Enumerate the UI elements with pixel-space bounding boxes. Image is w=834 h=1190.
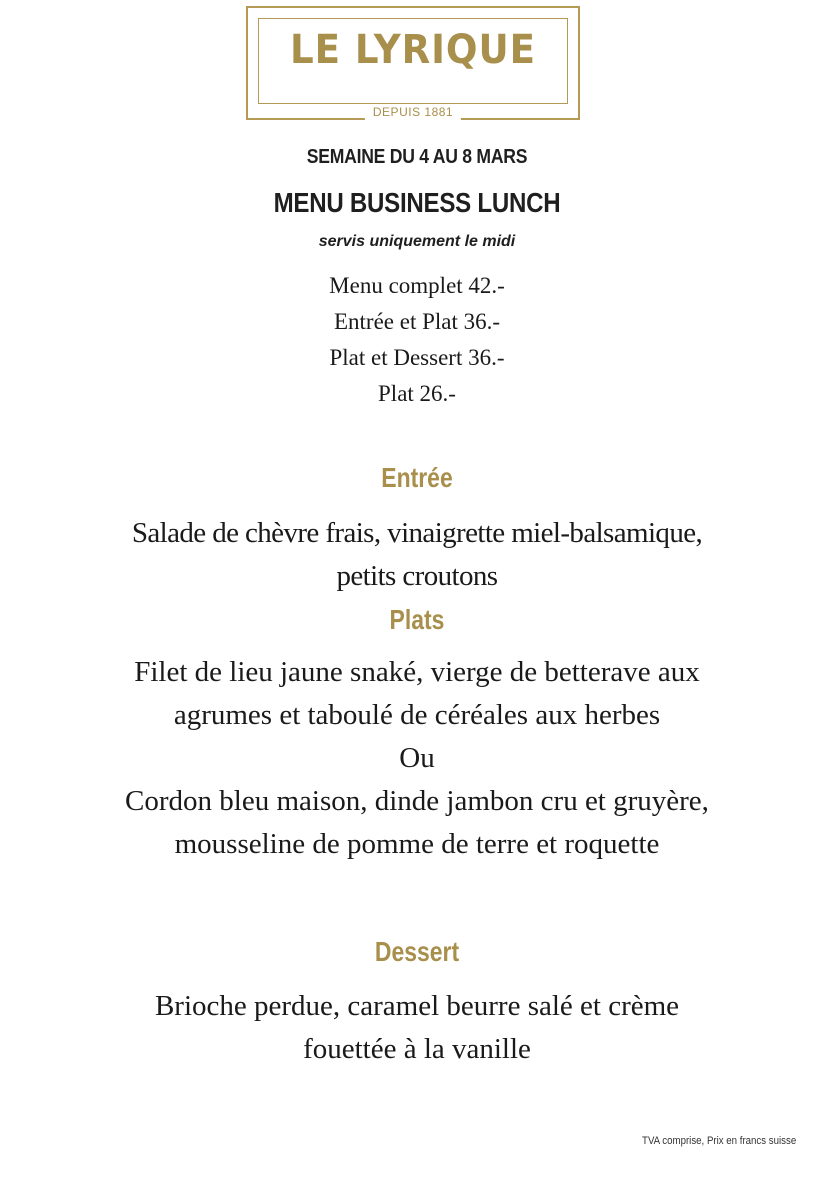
- dish-line: Filet de lieu jaune snaké, vierge de betterave aux: [134, 656, 700, 688]
- restaurant-logo: [246, 6, 580, 120]
- price-item: Entrée et Plat 36.-: [333, 309, 501, 334]
- dish-line: fouettée à la vanille: [303, 1033, 531, 1065]
- dish-line: mousseline de pomme de terre et roquette: [174, 828, 660, 860]
- served-note: servis uniquement le midi: [318, 233, 516, 250]
- footer-note: TVA comprise, Prix en francs suisse: [641, 1135, 796, 1147]
- dish-line: agrumes et taboulé de céréales aux herbes: [173, 699, 661, 731]
- dessert-dish: [0, 985, 834, 1071]
- dish-line: Salade de chèvre frais, vinaigrette miel-balsamique,: [131, 517, 703, 549]
- price-list: [0, 268, 834, 412]
- section-heading-dessert: Dessert: [374, 936, 460, 967]
- dish-line: Brioche perdue, caramel beurre salé et crème: [154, 990, 680, 1022]
- dish-separator: Ou: [399, 742, 435, 774]
- week-dates: SEMAINE DU 4 AU 8 MARS: [306, 146, 528, 168]
- section-heading-entree: Entrée: [381, 462, 453, 493]
- price-item: Menu complet 42.-: [329, 273, 505, 298]
- logo-name: LE LYRIQUE: [290, 27, 536, 73]
- dish-line: petits croutons: [336, 560, 498, 592]
- price-item: Plat et Dessert 36.-: [329, 345, 505, 370]
- section-heading-plats: Plats: [389, 604, 445, 635]
- price-item: Plat 26.-: [378, 381, 456, 406]
- entree-dish: [0, 512, 834, 598]
- menu-title: MENU BUSINESS LUNCH: [273, 187, 561, 218]
- dish-line: Cordon bleu maison, dinde jambon cru et gruyère,: [125, 785, 709, 817]
- plats-dishes: [0, 651, 834, 866]
- logo-since: DEPUIS 1881: [365, 104, 461, 120]
